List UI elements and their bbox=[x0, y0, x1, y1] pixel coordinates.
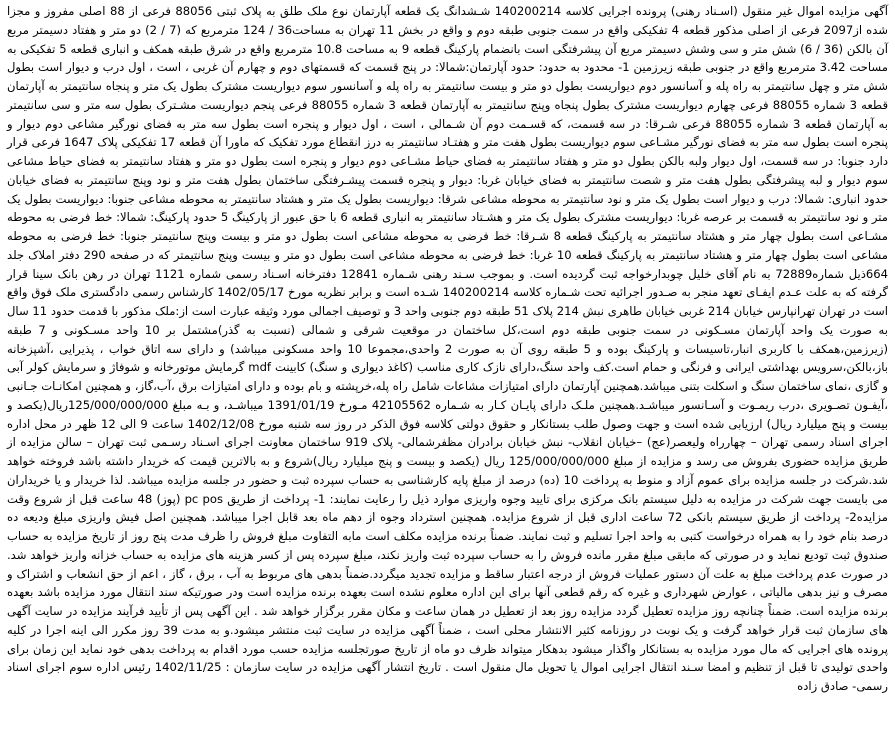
notice-body-text: آگهی مزایده اموال غیر منقول (اسـناد رهنی) پرونده اجرایی کلاسه 140200214 شـشدانگ یک قطعه آپارتمان نوع ملک طلق به پلاک ثبتی 88056 فرعی از 88 اصلی مفروز و مجزا شده از2097 فرعی از اصلی مذکور قطعه 4 تفکیکی واقع در سمت جنوبی طبقه دوم و واقع در بخش 11 تهران به مساحت36 / 124 مترمربع که (7 / 2) دو متر و هفتاد دسیمتر مربع آن بالکن (36 / 6) شش متر و سی وشش دسیمتر مربع آن پیشرفتگی است بانضمام پارکینگ قطعه 9 به مساحت 10.8 مترمربع واقع در شرق طبقه همکف و انباری قطعه 5 تفکیکی به مساحت 3.42 مترمربع واقع در جنوبی طبقه زیرزمین 1- محدود به حدود: حدود آپارتمان:شمالا: در پنج قسمت که قسمتهای دوم و چهارم آن غربی ، است ، اول درب و دیوار است بطول شش متر و چهل سانتیمتر به راه پله و آسانسور دوم دیواریست بطول دو متر و بیست سانتیمتر به راه پله و آسانسور سوم دیواریست مشترک بطول یک متر و پنجاه سانتیمتر به آپارتمان قطعه 3 شماره 88055 فرعی چهارم دیواریست مشترک بطول پنجاه وپنج سانتیمتر به آپارتمان قطعه 3 شماره 88055 فرعی پنجم دیواریست مشـترک بطول سه متر و سی سانتیمتر به آپارتمان قطعه 3 شماره 88055 فرعی شـرقا: در سه قسمت، که قسـمت دوم آن شـمالی ، است ، اول دیوار و پنجره است بطول سه متر به فضای نورگیر مشاعی دوم دیوار و پنجره است بطول سه متر به فضای نورگیر مشـاعی سوم دیواریست بطول هفت متر و هفتـاد سانتیمتر به درز انقطاع مورد تفکیک که ماورا آن قطعه 17 تفکیکی پلاک 1647 فرعی قرار دارد جنوبا: در سه قسمت، اول دیوار ولبه بالکن بطول دو متر و هفتاد سانتیمتر به فضای حیاط مشـاعی دوم دیوار و پنجره است بطول دو متر و هفتاد سانتیمتر به فضای حیاط مشاعی سوم دیوار و لبه پیشرفتگی بطول هفت متر و شصت سانتیمتر به فضای خیابان غربا: دیوار و پنجره قسمت پیشـرفتگی ساختمان بطول هفت متر و نود وپنج سانتیمتر به فضای خیابان حدود انباری: شمالا: درب و دیوار است بطول یک متر و نود سانتیمتر به محوطه مشاعی شرقا: دیواریست بطول یک متر و هشتاد سانتیمتر به محوطه مشاعی جنوبا: دیواریست بطول یک متر و نود سانتیمتر به قسمت بر عرصه غربا: دیواریست مشترک بطول یک متر و هشـتاد سانتیمتر به انباری قطعه 6 با حق عبور از پارکینگ 5 حدود پارکینگ: شمالا: خط فرضی به محوطه مشـاعی است بطول چهار متر و هشتاد سانتیمتر به پارکینگ قطعه 8 شـرقا: خط فرضی به محوطه مشاعی است بطول دو متر و بیست وپنج سانتیمتر جنوبا: خط فرضی به محوطه مشاعی است بطول چهار متر و هشتاد سانتیمتر به پارکینگ قطعه 10 غربا: خط فرضی به محوطه مشاعی است بطول دو متر و بیست وپنج سانتیمتر که در صفحه 290 دفتر املاک جلد 664ذیل شماره72889 به نام آقای خلیل چوبدارخواجه ثبت گردیده است. و بموجب سـند رهنی شـماره 12841 دفترخانه اسـناد رسمی شماره 1121 تهران در رهن بانک سینا قرار گرفته که به علت عـدم ایفـای تعهد منجر به صـدور اجرائیه تحت شـماره کلاسه 140200214 شـده است و برابر نظریه مورخ 1402/05/17 کارشناس رسمی دادگستری ملک فوق واقع است در تهران تهرانپارس خیابان 214 غربی خیابان طاهری نبش 214 پلاک 51 طبقه دوم جنوبی واحد 3 و توصیف اجمالی مورد وثیقه عبارت است از:ملک مذکور با قدمت حدود 11 سال به صورت یک واحد آپارتمان مسـکونی در سمت جنوبی طبقه دوم است،کل ساختمان در موقعیت شرقی و شمالی (نسبت به گذر)مشتمل بر 10 واحد مسـکونی و 7 طبقه (زیرزمین،همکف با کاربری انبار،تاسیسات و پارکینگ بوده و 5 طبقه روی آن به صورت 2 واحدی،مجموعا 10 واحد مسکونی میباشد) و دارای سه اتاق خواب ، پذیرایی ،آشپزخانه باز،بالکن،سرویس بهداشتی ایرانی و فرنگی و حمام است.کف واحد سنگ،دارای نازک کاری مناسب (کاغذ دیواری و سنگ) کابینت mdf گرمایش موتورخانه و شوفاژ و سرمایش کولر آبی و گازی ،نمای ساختمان سنگ و اسکلت بتنی میباشد.همچنین آپارتمان دارای امتیازات مشاعات شامل راه پله،خرپشته و بام بوده و دارای امتیازات برق ،آب،گاز، و همچنین امکانـات جـانبی ،آیفـون تصـویری ،درب ریمـوت و آسـانسور میباشـد.همچنین ملـک دارای پایـان کـار به شـماره 42105562 مـورخ 1391/01/19 میباشـد، و بـه مبلغ 125/000/000/000ریال(یکصد و بیست و پنج میلیارد ریال) ارزیابی شده است و جهت وصول طلب بستانکار و حقوق دولتی کلاسه فوق الذکر در روز سه شنبه مورخ 1402/12/08 ساعت 9 الی 12 ظهر در محل اداره اجرای اسناد رسمی تهران – چهارراه ولیعصر(عج) –خیابان انقلاب- نبش خیابان برادران مظفرشمالی- پلاک 919 ساختمان معاونت اجرای اسـناد رسـمی ثبت تهران – سالن مزایده از طریق مزایده حضوری بفروش می رسد و مزایده از مبلغ 125/000/000/000 ریال (یکصد و بیست و پنج میلیارد ریال)شروع و به بالاترین قیمت که خریدار داشته باشد فروخته خواهد شد.شرکت در جلسه مزایده برای عموم آزاد و منوط به پرداخت 10 (ده) درصد از مبلغ پایه کارشناسی به حساب سپرده ثبت و حضور در جلسه مزایده میباشد. لذا خریدار و یا خریداران می بایست جهت شرکت در مزایده به دلیل سیستم بانک مرکزی برای تایید وجوه واریزی موارد ذیل را رعایت نمایند: 1- پرداخت از طریق pc pos (پوز) 48 ساعت قبل از شروع وقت مزایده2- پرداخت از طریق سیستم بانکی 72 ساعت اداری قبل از شروع مزایده. همچنین استرداد وجوه از دهم ماه بعد قابل اجرا میباشد. همچنین اصل فیش واریزی مبلغ ودیعه ده درصد بنام خود را به همراه درخواست کتبی به واحد اجرا تسلیم و ثبت نمایند. ضمناً برنده مزایده مکلف است مابه التفاوت مبلغ فروش را ظرف مدت پنج روز از تاریخ مزایده به حساب صندوق ثبت تودیع نماید و در صورتی که مابقی مبلغ مقرر مانده فروش را به حساب سپرده ثبت واریز نکند، مبلغ سپرده پس از کسر هزینه های مزایده به حساب خزانه واریز خواهد شد. در صورت عدم پرداخت مبلغ به علت آن دستور عملیات فروش از درجه اعتبار ساقط و مزایده تجدید میگردد.ضمناً بدهی های مربوط به آب ، برق ، گاز ، اعم از حق انشعاب و اشتراک و مصرف و نیز بدهی مالیاتی ، عوارض شهرداری و غیره که رقم قطعی آنها برای این اداره معلوم نشده است بعهده برنده مزایده است ودر صورتیکه سند انتقال مورد مزایده باشد بعهده برنده مزایده است. ضمناً چنانچه روز مزایده تعطیل گردد مزایده روز بعد از تعطیل در همان ساعت و مکان مقرر برگزار خواهد شد . این آگهی پس از تأیید فرآیند مزایده در سایت آگهی های سازمان ثبت قرار خواهد گرفت و یک نوبت در روزنامه کثیر الانتشار محلی است ، ضمناً آگهی مزایده در سایت ثبت منتشر میشود.و به مدت 39 روز مکرر الی اینه اجرا در کلیه پرونده های اجرایی که مال مورد مزایده به بستانکار واگذار میشود بدهکار میتواند ظرف دو ماه از تاریخ صورتجلسه مزایده حسب مورد اقدام به پرداخت بدهی خود نماید این زمان برای واحدی تولیدی تا قبل از تنظیم و امضا سـند انتقال اجرایی اموال یا تحویل مال منقول است . تاریخ انتشار آگهی مزایده در سایت سازمان : 1402/11/25 رئیس اداره سوم اجرای اسناد رسمی- صادق زاده bbox=[7, 4, 889, 693]
